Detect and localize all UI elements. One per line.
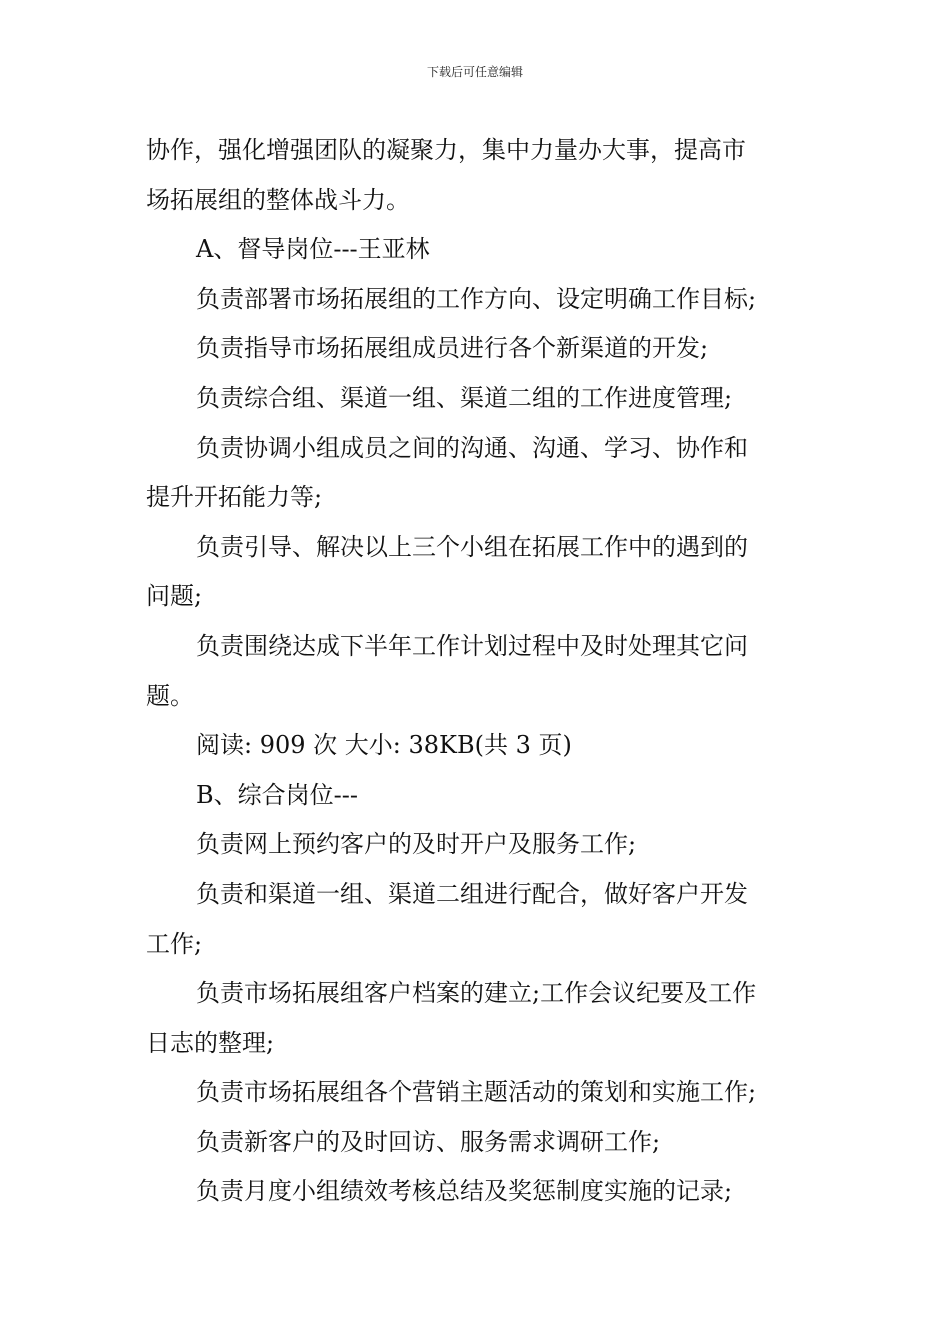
text-line: 负责市场拓展组各个营销主题活动的策划和实施工作; <box>196 1078 757 1107</box>
section-heading-b: B、综合岗位--- <box>196 780 358 809</box>
text-line: 负责新客户的及时回访、服务需求调研工作; <box>196 1127 661 1156</box>
text-line: 负责引导、解决以上三个小组在拓展工作中的遇到的 <box>196 532 748 561</box>
text-line: 负责协调小组成员之间的沟通、沟通、学习、协作和 <box>196 433 748 462</box>
page-header: 下载后可任意编辑 <box>426 65 523 79</box>
text-line: 负责月度小组绩效考核总结及奖惩制度实施的记录; <box>196 1177 733 1206</box>
text-line: 工作; <box>146 929 203 958</box>
text-line: 负责市场拓展组客户档案的建立;工作会议纪要及工作 <box>196 979 757 1008</box>
text-line: 提升开拓能力等; <box>146 483 323 512</box>
text-line: 协作，强化增强团队的凝聚力，集中力量办大事，提高市 <box>146 136 746 164</box>
text-line: 负责围绕达成下半年工作计划过程中及时处理其它问 <box>196 631 748 660</box>
document-body <box>146 126 810 1217</box>
text-line: 场拓展组的整体战斗力。 <box>146 185 410 214</box>
text-line: 负责指导市场拓展组成员进行各个新渠道的开发; <box>196 334 709 363</box>
text-line: 日志的整理; <box>146 1028 275 1057</box>
text-line: 题。 <box>146 681 194 710</box>
text-line: 负责和渠道一组、渠道二组进行配合，做好客户开发 <box>196 879 748 908</box>
section-heading-a: A、督导岗位---王亚林 <box>196 235 430 264</box>
text-line: 负责网上预约客户的及时开户及服务工作; <box>196 830 637 859</box>
text-line: 负责部署市场拓展组的工作方向、设定明确工作目标; <box>196 284 757 313</box>
text-line: 问题; <box>146 582 203 611</box>
text-line: 负责综合组、渠道一组、渠道二组的工作进度管理; <box>196 383 733 412</box>
document-info-line: 阅读: 909 次 大小: 38KB(共 3 页) <box>196 731 572 760</box>
